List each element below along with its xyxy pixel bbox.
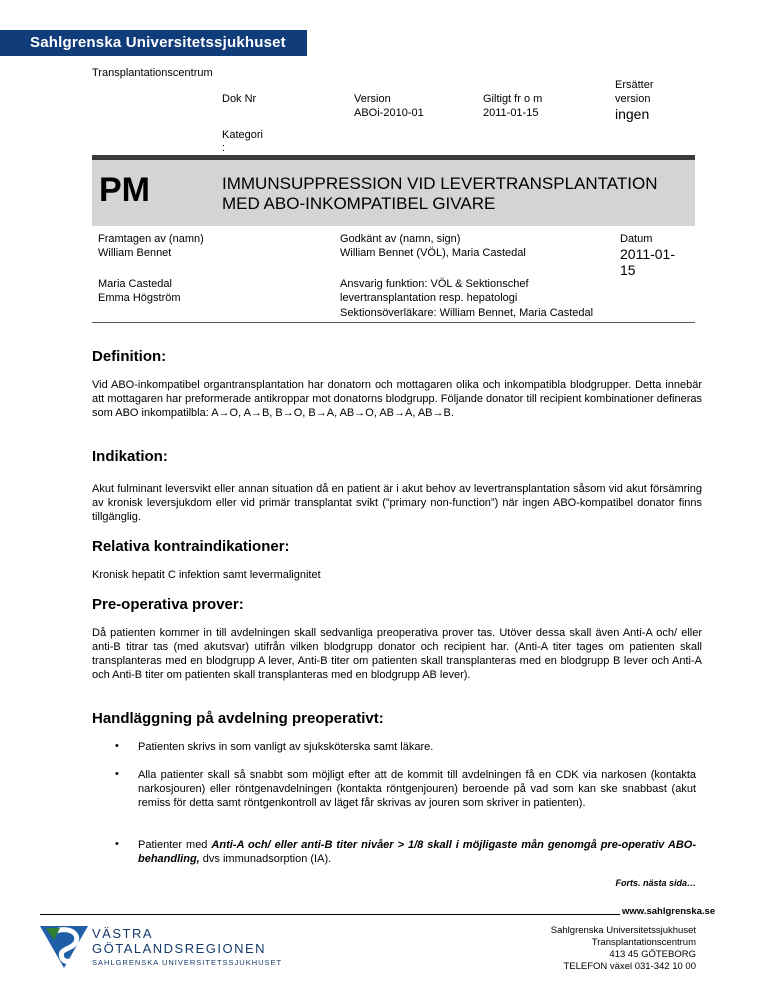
bullet-1-text: Patienten skrivs in som vanligt av sjuksköterska samt läkare.: [138, 741, 434, 753]
prepared-by-2: Maria Castedal: [98, 278, 172, 290]
replaces-value: ingen: [615, 106, 650, 122]
valid-from-label: Giltigt fr o m: [483, 93, 543, 105]
department-label: Transplantationscentrum: [92, 67, 213, 79]
preop-heading: Pre-operativa prover:: [92, 596, 244, 613]
responsible-function-1: Ansvarig funktion: VÖL & Sektionschef: [340, 278, 529, 290]
indication-heading: Indikation:: [92, 448, 168, 465]
address-line-1: Sahlgrenska Universitetssjukhuset: [550, 925, 696, 936]
date-value-2: 15: [620, 262, 636, 278]
title-line-1: IMMUNSUPPRESSION VID LEVERTRANSPLANTATION: [222, 174, 658, 193]
hospital-banner: Sahlgrenska Universitetssjukhuset: [0, 30, 307, 56]
version-value: ABOi-2010-01: [354, 107, 424, 119]
valid-from-value: 2011-01-15: [483, 107, 539, 119]
prepared-by-label: Framtagen av (namn): [98, 233, 204, 245]
bullet-3-pre: Patienter med: [138, 839, 212, 851]
contraindications-heading: Relativa kontraindikationer:: [92, 538, 290, 555]
logo-line-2: GÖTALANDSREGIONEN: [92, 941, 267, 956]
category-label: Kategori: [222, 129, 263, 141]
contraindications-text: Kronisk hepatit C infektion samt levermalignitet: [92, 569, 321, 581]
footer-address: [480, 925, 696, 973]
document-title: [222, 174, 692, 214]
authors-rule-right: [338, 322, 695, 323]
date-value-1: 2011-01-: [620, 246, 676, 262]
title-line-2: MED ABO-INKOMPATIBEL GIVARE: [222, 194, 496, 213]
definition-text: Vid ABO-inkompatibel organtransplantation har donatorn och mottagaren olika och inkompatibla blodgrupper. Detta innebär att mottagaren har preformerade antikroppar mot donatorns blodgrupp. Följande donator till recipient kombinationer defineras som ABO inkompatilbla: A→O, A→B, B→O, B→A, AB→O, AB→A, AB→B.: [92, 379, 702, 419]
address-line-2: Transplantationscentrum: [591, 937, 696, 948]
approved-by-value: William Bennet (VÖL), Maria Castedal: [340, 247, 526, 259]
replaces-label: Ersätter: [615, 79, 654, 91]
address-line-4: TELEFON växel 031-342 10 00: [563, 961, 696, 972]
bullet-3-text: [138, 838, 696, 866]
responsible-function-2: levertransplantation resp. hepatologi: [340, 292, 518, 304]
prepared-by-3: Emma Högström: [98, 292, 181, 304]
preop-text: Då patienten kommer in till avdelningen skall sedvanliga preoperativa prover tas. Utöver dessa skall även Anti-A och/ eller anti-B titrar tas (med akutsvar) utifrån vilken blodgrupp donator och recipient har. (Anti-A titer tages om patienten skall transplanteras med en blodgrupp A lever, Anti-B titer om patienten skall transplanteras med en blodgrupp B lever och Anti-A och Anti-B titer om patienten skall transplanteras med en blodgrupp AB lever).: [92, 627, 702, 681]
dok-nr-label: Dok Nr: [222, 93, 257, 105]
prepared-by-1: William Bennet: [98, 247, 172, 259]
date-label: Datum: [620, 233, 653, 245]
doc-type: PM: [99, 171, 150, 209]
logo-line-1: VÄSTRA: [92, 926, 154, 941]
vgr-logo-icon: [40, 924, 90, 970]
address-line-3: 413 45 GÖTEBORG: [609, 949, 696, 960]
indication-text: Akut fulminant leversvikt eller annan situation då en patient är i akut behov av levertransplantation såsom vid akut försämring av kronisk leversjukdom eller vid primär transplantat svikt (”primary non-function”) när ingen ABO-kompatibel donator finns tillgänglig.: [92, 483, 702, 523]
bullet-2-marker: •: [115, 768, 119, 780]
authors-rule-left: [92, 322, 343, 323]
handling-heading: Handläggning på avdelning preoperativt:: [92, 710, 384, 727]
approved-by-label: Godkänt av (namn, sign): [340, 233, 461, 245]
replaces-label-2: version: [615, 93, 651, 105]
version-label: Version: [354, 93, 391, 105]
continued-note: Forts. nästa sida…: [615, 878, 696, 888]
category-colon: :: [222, 142, 226, 154]
website-link[interactable]: www.sahlgrenska.se: [622, 906, 716, 917]
bullet-2-text: Alla patienter skall så snabbt som möjligt efter att de kommit till avdelningen få en CDK via narkosen (kontakta narkosjouren) eller röntgenavdelningen (kontakta röntgenjouren) beroende på vad som kan ske snabbast (akut remiss för detta samt röntgenkontroll av läget får skrivas av jouren som skriver in patienten).: [138, 769, 696, 809]
bullet-3-marker: •: [115, 838, 119, 850]
bullet-1-marker: •: [115, 740, 119, 752]
definition-heading: Definition:: [92, 348, 167, 365]
logo-line-3: SAHLGRENSKA UNIVERSITETSSJUKHUSET: [92, 958, 283, 967]
section-chief: Sektionsöverläkare: William Bennet, Maria Castedal: [340, 307, 594, 319]
footer-rule: [40, 914, 620, 915]
bullet-3-post: dvs immunadsorption (IA).: [199, 853, 332, 865]
bullet-3-emphasis: Anti-A och/ eller anti-B titer nivåer > 1/8 skall i möjligaste mån genomgå pre-operativ ABO-behandling,: [138, 839, 696, 865]
